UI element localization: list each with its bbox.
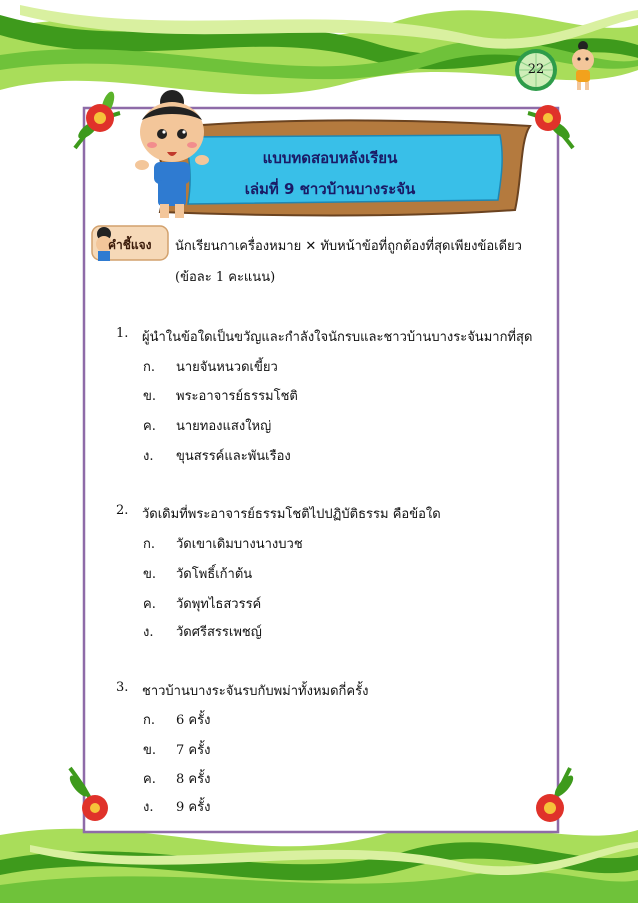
- option-letter[interactable]: ค.: [143, 597, 156, 612]
- question-number: 3.: [116, 680, 129, 695]
- option-text[interactable]: 7 ครั้ง: [176, 743, 211, 758]
- option-text[interactable]: วัดพุทไธสวรรค์: [176, 597, 262, 612]
- option-letter[interactable]: ข.: [143, 389, 157, 404]
- option-letter[interactable]: ข.: [143, 567, 157, 582]
- option-letter[interactable]: ก.: [143, 537, 156, 552]
- option-text[interactable]: 9 ครั้ง: [176, 800, 211, 815]
- option-text[interactable]: วัดศรีสรรเพชญ์: [176, 625, 262, 640]
- option-text[interactable]: พระอาจารย์ธรรมโชติ: [176, 389, 298, 404]
- bottom-grass-border: [0, 826, 638, 903]
- option-letter[interactable]: ง.: [143, 800, 154, 815]
- instruction-label: คำชี้แจง: [108, 238, 152, 252]
- page-subtitle: เล่มที่ 9 ชาวบ้านบางระจัน: [244, 180, 416, 198]
- option-text[interactable]: นายทองแสงใหญ่: [176, 419, 272, 434]
- option-text[interactable]: นายจันหนวดเขี้ยว: [176, 360, 278, 375]
- question-number: 2.: [116, 503, 129, 518]
- option-letter[interactable]: ค.: [143, 419, 156, 434]
- instruction-note: (ข้อละ 1 คะแนน): [175, 270, 276, 285]
- question-text: วัดเดิมที่พระอาจารย์ธรรมโชติไปปฏิบัติธรรม คือข้อใด: [142, 507, 441, 522]
- question-number: 1.: [116, 326, 129, 341]
- option-letter[interactable]: ค.: [143, 772, 156, 787]
- page-title: แบบทดสอบหลังเรียน: [262, 149, 398, 167]
- option-text[interactable]: 6 ครั้ง: [176, 713, 211, 728]
- option-text[interactable]: วัดเขาเดิมบางนางบวช: [176, 537, 303, 552]
- option-text[interactable]: วัดโพธิ์เก้าต้น: [176, 567, 253, 582]
- question-text: ชาวบ้านบางระจันรบกับพม่าทั้งหมดกี่ครั้ง: [142, 684, 369, 699]
- option-letter[interactable]: ก.: [143, 360, 156, 375]
- instruction-text: นักเรียนกาเครื่องหมาย ✕ ทับหน้าข้อที่ถูกต้องที่สุดเพียงข้อเดียว: [175, 239, 522, 254]
- option-text[interactable]: 8 ครั้ง: [176, 772, 211, 787]
- question-text: ผู้นำในข้อใดเป็นขวัญและกำลังใจนักรบและชาวบ้านบางระจันมากที่สุด: [142, 330, 533, 345]
- option-letter[interactable]: ง.: [143, 449, 154, 464]
- page-number: 22: [527, 62, 545, 77]
- option-text[interactable]: ขุนสรรค์และพันเรือง: [176, 449, 291, 464]
- option-letter[interactable]: ก.: [143, 713, 156, 728]
- option-letter[interactable]: ข.: [143, 743, 157, 758]
- option-letter[interactable]: ง.: [143, 625, 154, 640]
